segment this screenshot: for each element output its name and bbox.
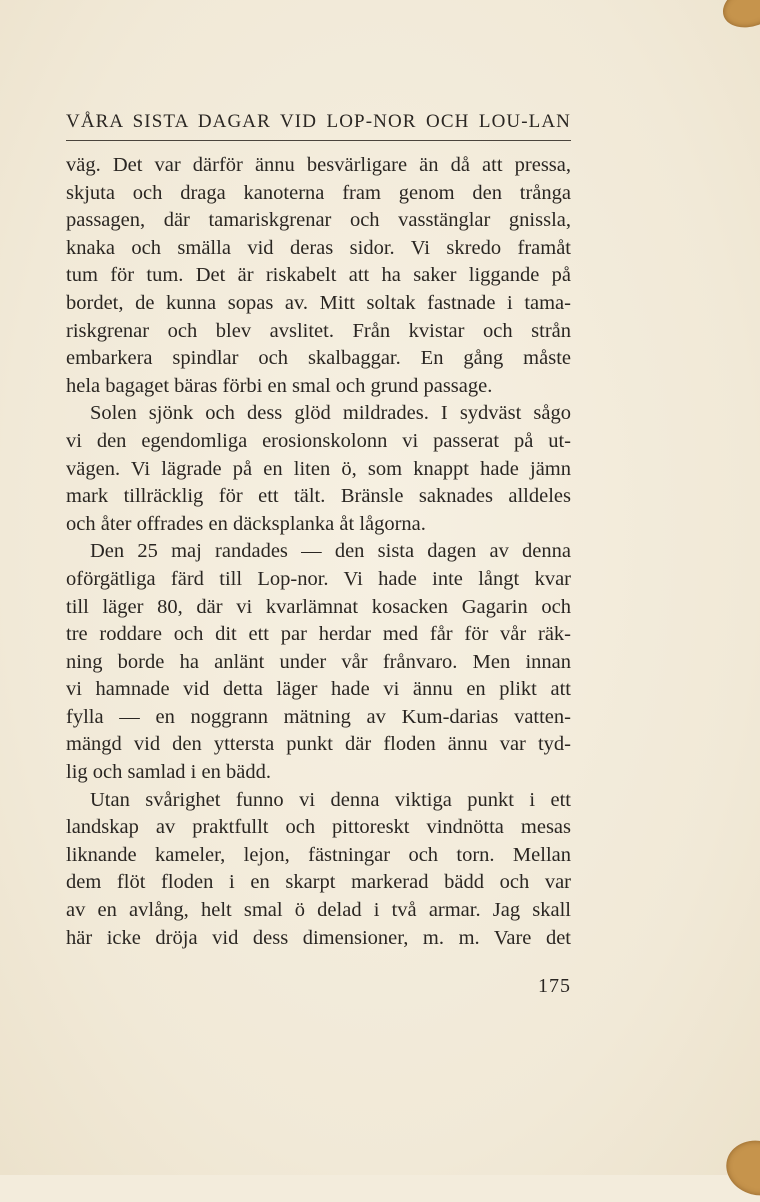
text-line: embarkera spindlar och skalbaggar. En gång måste (66, 347, 571, 370)
text-line: mängd vid den yttersta punkt där floden ännu var tyd- (66, 733, 571, 756)
text-line: passagen, där tamariskgrenar och vasstänglar gnissla, (66, 209, 571, 232)
text-line: Solen sjönk och dess glöd mildrades. I sydväst sågo (90, 402, 571, 425)
text-line: lig och samlad i en bädd. (66, 761, 271, 784)
text-line: tum för tum. Det är riskabelt att ha saker liggande på (66, 264, 571, 287)
page-corner-tab (717, 0, 760, 35)
body-text (66, 152, 571, 952)
page-corner-tab-bottom (720, 1134, 760, 1202)
header-rule (66, 140, 571, 141)
text-line: knaka och smälla vid deras sidor. Vi skredo framåt (66, 236, 571, 259)
text-line: dem flöt floden i en skarpt markerad bädd och var (66, 871, 571, 894)
text-line: skjuta och draga kanoterna fram genom den trånga (66, 181, 571, 204)
text-line: och åter offrades en däcksplanka åt lågorna. (66, 512, 426, 535)
text-line: här icke dröja vid dess dimensioner, m. m. Vare det (66, 926, 571, 949)
text-line: Den 25 maj randades — den sista dagen av denna (90, 540, 571, 563)
text-line: riskgrenar och blev avslitet. Från kvistar och strån (66, 319, 571, 342)
text-line: bordet, de kunna sopas av. Mitt soltak fastnade i tama- (66, 291, 571, 314)
text-line: fylla — en noggrann mätning av Kum-darias vatten- (66, 705, 571, 728)
text-line: till läger 80, där vi kvarlämnat kosacken Gagarin och (66, 595, 571, 618)
text-line: tre roddare och dit ett par herdar med får för vår räk- (66, 623, 571, 646)
text-line: landskap av praktfullt och pittoreskt vindnötta mesas (66, 816, 571, 839)
text-line: vi hamnade vid detta läger hade vi ännu en plikt att (66, 678, 571, 701)
text-line: Utan svårighet funno vi denna viktiga punkt i ett (90, 788, 571, 811)
text-line: ning borde ha anlänt under vår frånvaro. Men innan (66, 650, 571, 673)
text-line: liknande kameler, lejon, fästningar och torn. Mellan (66, 843, 571, 866)
text-line: oförgätliga färd till Lop-nor. Vi hade inte långt kvar (66, 567, 571, 590)
text-line: av en avlång, helt smal ö delad i två armar. Jag skall (66, 899, 571, 922)
text-line: vi den egendomliga erosionskolonn vi passerat på ut- (66, 429, 571, 452)
text-line: hela bagaget bäras förbi en smal och grund passage. (66, 374, 493, 397)
text-line: väg. Det var därför ännu besvärligare än då att pressa, (66, 154, 571, 176)
text-line: vägen. Vi lägrade på en liten ö, som knappt hade jämn (66, 457, 571, 480)
text-line: mark tillräcklig för ett tält. Bränsle saknades alldeles (66, 485, 571, 508)
running-head: VÅRA SISTA DAGAR VID LOP-NOR OCH LOU-LAN (66, 111, 571, 132)
page-number: 175 (538, 975, 571, 997)
